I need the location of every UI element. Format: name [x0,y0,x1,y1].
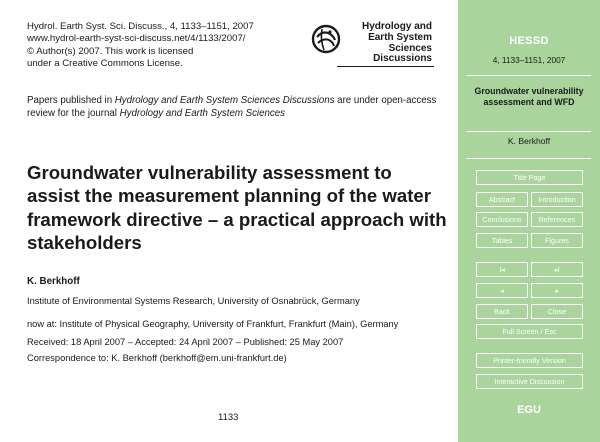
paper-title: Groundwater vulnerability assessment to assist the measurement planning of the water framework directive – a practical approach with stakeholders [27,162,447,254]
publisher-label: EGU [517,404,541,416]
publication-dates: Received: 18 April 2007 – Accepted: 24 April 2007 – Published: 25 May 2007 [27,337,344,347]
citation-block [27,21,307,71]
correspondence: Correspondence to: K. Berkhoff (berkhoff@em.uni-frankfurt.de) [27,353,287,363]
egu-globe-icon [311,24,341,54]
logo-underline [337,66,434,67]
citation-license: under a Creative Commons License. [27,58,183,70]
journal-logo [311,22,436,72]
references-button[interactable]: References [531,212,583,227]
first-page-button[interactable] [476,262,528,277]
close-button[interactable]: Close [531,304,583,319]
next-page-icon: ▸ [555,287,559,295]
printer-friendly-button[interactable]: Printer-friendly Version [476,353,583,368]
citation-copyright: © Author(s) 2007. This work is licensed [27,45,194,57]
review-note-part-1: Papers published in [27,95,115,106]
last-page-button[interactable] [531,262,583,277]
introduction-button[interactable]: Introduction [531,192,583,207]
citation-url[interactable]: www.hydrol-earth-syst-sci-discuss.net/4/1133/2007/ [27,33,246,45]
title-page-button[interactable]: Title Page [476,170,583,185]
review-note [27,95,447,120]
tables-button[interactable]: Tables [476,233,528,248]
sidebar-reference: 4, 1133–1151, 2007 [492,55,566,65]
sidebar-author: K. Berkhoff [507,136,551,146]
review-note-discussions-journal: Hydrology and Earth System Sciences Discussions [114,95,335,106]
logo-line-2: Earth System [368,31,432,43]
citation-journal: Hydrol. Earth Syst. Sci. Discuss., 4, 1133–1151, 2007 [27,21,254,32]
page-number: 1133 [218,412,239,423]
abstract-button[interactable]: Abstract [476,192,528,207]
previous-page-icon: ◂ [500,287,504,295]
logo-line-1: Hydrology and [361,21,432,32]
conclusions-button[interactable]: Conclusions [476,212,528,227]
sidebar-short-title: Groundwater vulnerability assessment and WFD [474,86,584,108]
fullscreen-button[interactable]: Full Screen / Esc [476,324,583,339]
author-affiliation: Institute of Environmental Systems Research, University of Osnabrück, Germany [27,296,360,306]
last-page-icon: ▸I [554,266,560,274]
sidebar-journal-abbrev: HESSD [509,35,549,47]
review-note-journal: Hydrology and Earth System Sciences [119,107,285,119]
figures-button[interactable]: Figures [531,233,583,248]
first-page-icon: I◂ [499,266,505,274]
previous-page-button[interactable] [476,283,528,298]
next-page-button[interactable] [531,283,583,298]
logo-line-3: Sciences [388,42,432,54]
author-current-affiliation: now at: Institute of Physical Geography, University of Frankfurt, Frankfurt (Main), Germany [27,319,399,329]
navigation-sidebar [458,0,600,442]
sidebar-divider [467,131,591,132]
review-note-part-2: are under open-access review for the journal [27,95,437,119]
back-button[interactable]: Back [476,304,528,319]
logo-text [362,22,432,65]
paper-author: K. Berkhoff [27,276,80,287]
sidebar-divider [467,158,591,159]
logo-line-4: Discussions [373,53,432,65]
interactive-discussion-button[interactable]: Interactive Discussion [476,374,583,389]
sidebar-divider [467,75,591,76]
